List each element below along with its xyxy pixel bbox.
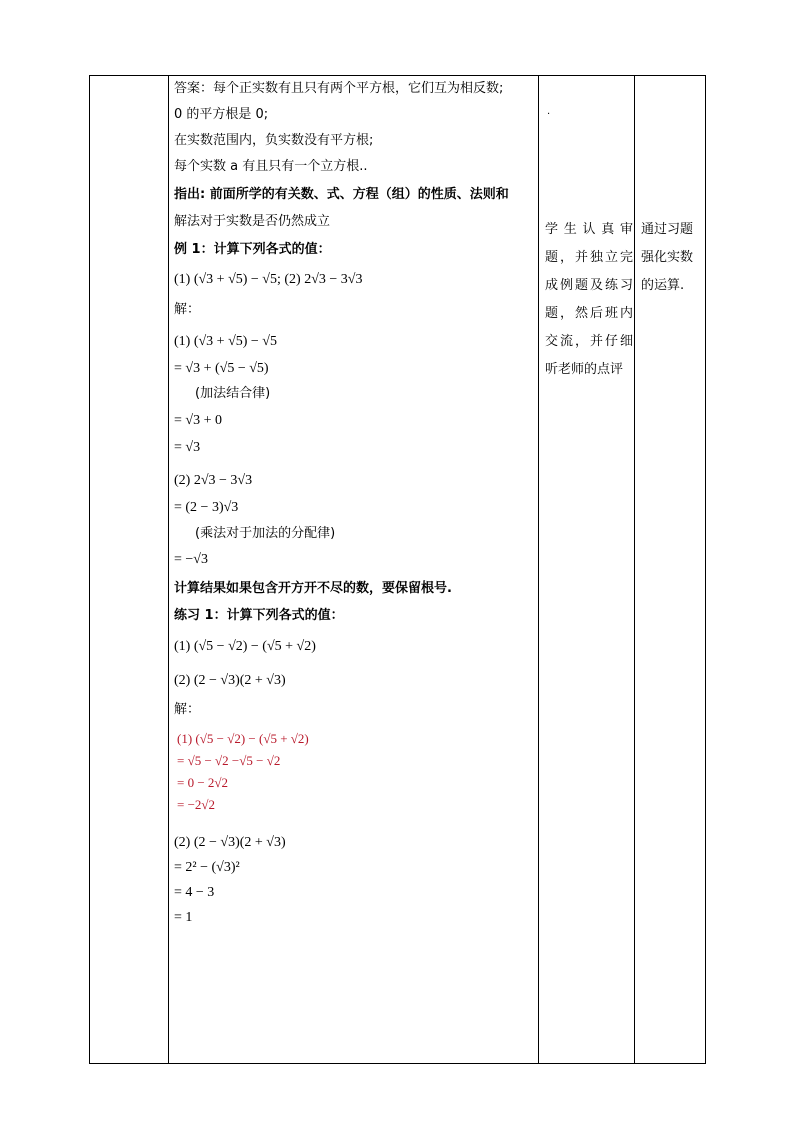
math-line: = √3 + 0 <box>174 413 222 428</box>
math-line: = √3 <box>174 440 201 455</box>
solution-label: 解： <box>174 702 201 717</box>
lesson-table <box>89 75 706 1064</box>
example-title: 例 1：计算下列各式的值： <box>174 242 331 257</box>
design-purpose-cell: 通过习题强化实数的运算. <box>641 222 694 293</box>
solution-label: 解： <box>174 302 201 317</box>
math-line-red: (1) (√5 − √2) − (√5 + √2) <box>177 731 309 746</box>
column-divider <box>634 76 635 1063</box>
math-line: = 2² − (√3)² <box>174 860 240 875</box>
math-line: (1) (√3 + √5) − √5 <box>174 334 277 349</box>
math-note: (加法结合律) <box>195 386 271 401</box>
note-line: 计算结果如果包含开方开不尽的数，要保留根号. <box>174 581 452 596</box>
point-line: 解法对于实数是否仍然成立 <box>174 214 331 229</box>
math-line-red: = √5 − √2 −√5 − √2 <box>177 753 281 768</box>
practice-question: (1) (√5 − √2) − (√5 + √2) <box>174 639 316 654</box>
math-line: = 1 <box>174 910 193 925</box>
practice-title: 练习 1：计算下列各式的值： <box>174 608 344 623</box>
math-line: = 4 − 3 <box>174 885 215 900</box>
column-divider <box>538 76 539 1063</box>
example-question: (1) (√3 + √5) − √5; (2) 2√3 − 3√3 <box>174 272 363 287</box>
point-line: 指出: 前面所学的有关数、式、方程（组）的性质、法则和 <box>174 187 509 202</box>
column-divider <box>168 76 169 1063</box>
student-dot: . <box>547 106 551 117</box>
math-line: = √3 + (√5 − √5) <box>174 361 269 376</box>
answer-line: 每个实数 a 有且只有一个立方根.. <box>174 159 368 174</box>
math-line: = (2 − 3)√3 <box>174 500 239 515</box>
math-line: (2) (2 − √3)(2 + √3) <box>174 835 286 850</box>
answer-line: 答案：每个正实数有且只有两个平方根，它们互为相反数; <box>174 81 504 96</box>
math-line-red: = 0 − 2√2 <box>177 775 229 790</box>
math-line: = −√3 <box>174 552 208 567</box>
math-note: (乘法对于加法的分配律) <box>195 526 336 541</box>
math-line-red: = −2√2 <box>177 797 216 812</box>
student-activity-cell: 学生认真审题，并独立完成例题及练习题，然后班内交流，并仔细听老师的点评 <box>545 222 633 377</box>
math-line: (2) 2√3 − 3√3 <box>174 473 253 488</box>
answer-line: 在实数范围内，负实数没有平方根; <box>174 133 374 148</box>
practice-question: (2) (2 − √3)(2 + √3) <box>174 673 286 688</box>
answer-line: 0 的平方根是 0; <box>174 107 269 122</box>
